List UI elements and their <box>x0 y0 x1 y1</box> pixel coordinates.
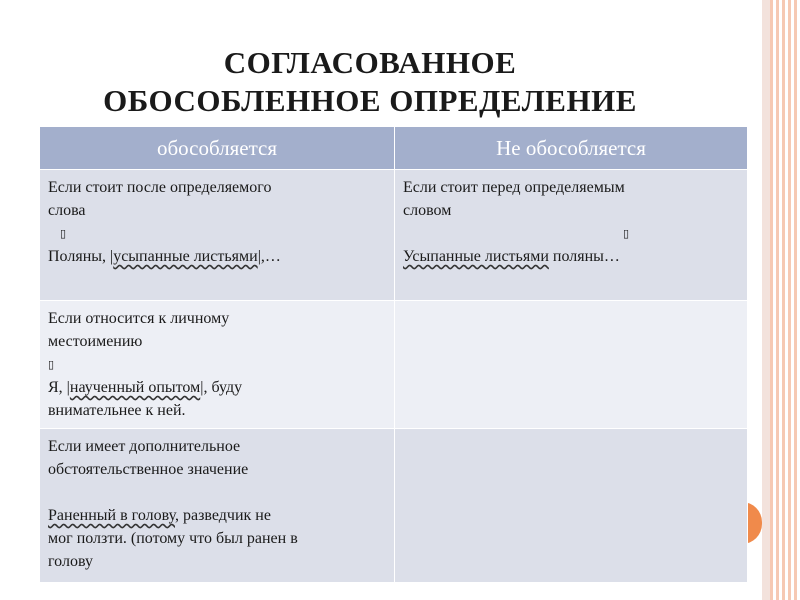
header-not-isolated: Не обособляется <box>395 127 748 170</box>
cell-row2-left <box>40 301 395 429</box>
example-text: Усыпанные листьями поляны… <box>403 248 620 265</box>
cell-row3-right <box>395 429 748 583</box>
cell-row1-right <box>395 170 748 301</box>
cell-row2-right <box>395 301 748 429</box>
title-line-1: СОГЛАСОВАННОЕ <box>223 45 517 80</box>
spacer <box>48 481 386 504</box>
title-line-2: ОБОСОБЛЕННОЕ ОПРЕДЕЛЕНИЕ <box>103 83 637 118</box>
cell-row3-left <box>40 429 395 583</box>
rule-text: Если имеет дополнительное <box>48 438 241 455</box>
arrow-icon: ▯ <box>623 227 630 240</box>
slide-title <box>0 44 740 120</box>
table-row <box>40 170 748 301</box>
rules-table <box>39 126 748 583</box>
table-row <box>40 301 748 429</box>
rule-text: местоимению <box>48 333 143 350</box>
arrow-icon: ▯ <box>60 227 67 240</box>
cell-row1-left <box>40 170 395 301</box>
rule-text: обстоятельственное значение <box>48 461 249 478</box>
rule-text: слова <box>48 202 86 219</box>
table-row <box>40 429 748 583</box>
example-text: голову <box>48 553 93 570</box>
example-text: Раненный в голову, разведчик не <box>48 507 271 524</box>
rule-text: Если стоит перед определяемым <box>403 179 625 196</box>
rule-text: Если относится к личному <box>48 310 230 327</box>
example-text: внимательнее к ней. <box>48 402 186 419</box>
rule-text: словом <box>403 202 452 219</box>
rule-text: Если стоит после определяемого <box>48 179 272 196</box>
example-text: Я, |наученный опытом|, буду <box>48 379 243 396</box>
table-header-row <box>40 127 748 170</box>
arrow-icon: ▯ <box>48 358 55 371</box>
example-text: мог ползти. (потому что был ранен в <box>48 530 298 547</box>
decor-side-band <box>762 0 770 600</box>
header-isolated: обособляется <box>40 127 395 170</box>
decor-stripes <box>770 0 800 600</box>
example-text: Поляны, |усыпанные листьями|,… <box>48 248 281 265</box>
